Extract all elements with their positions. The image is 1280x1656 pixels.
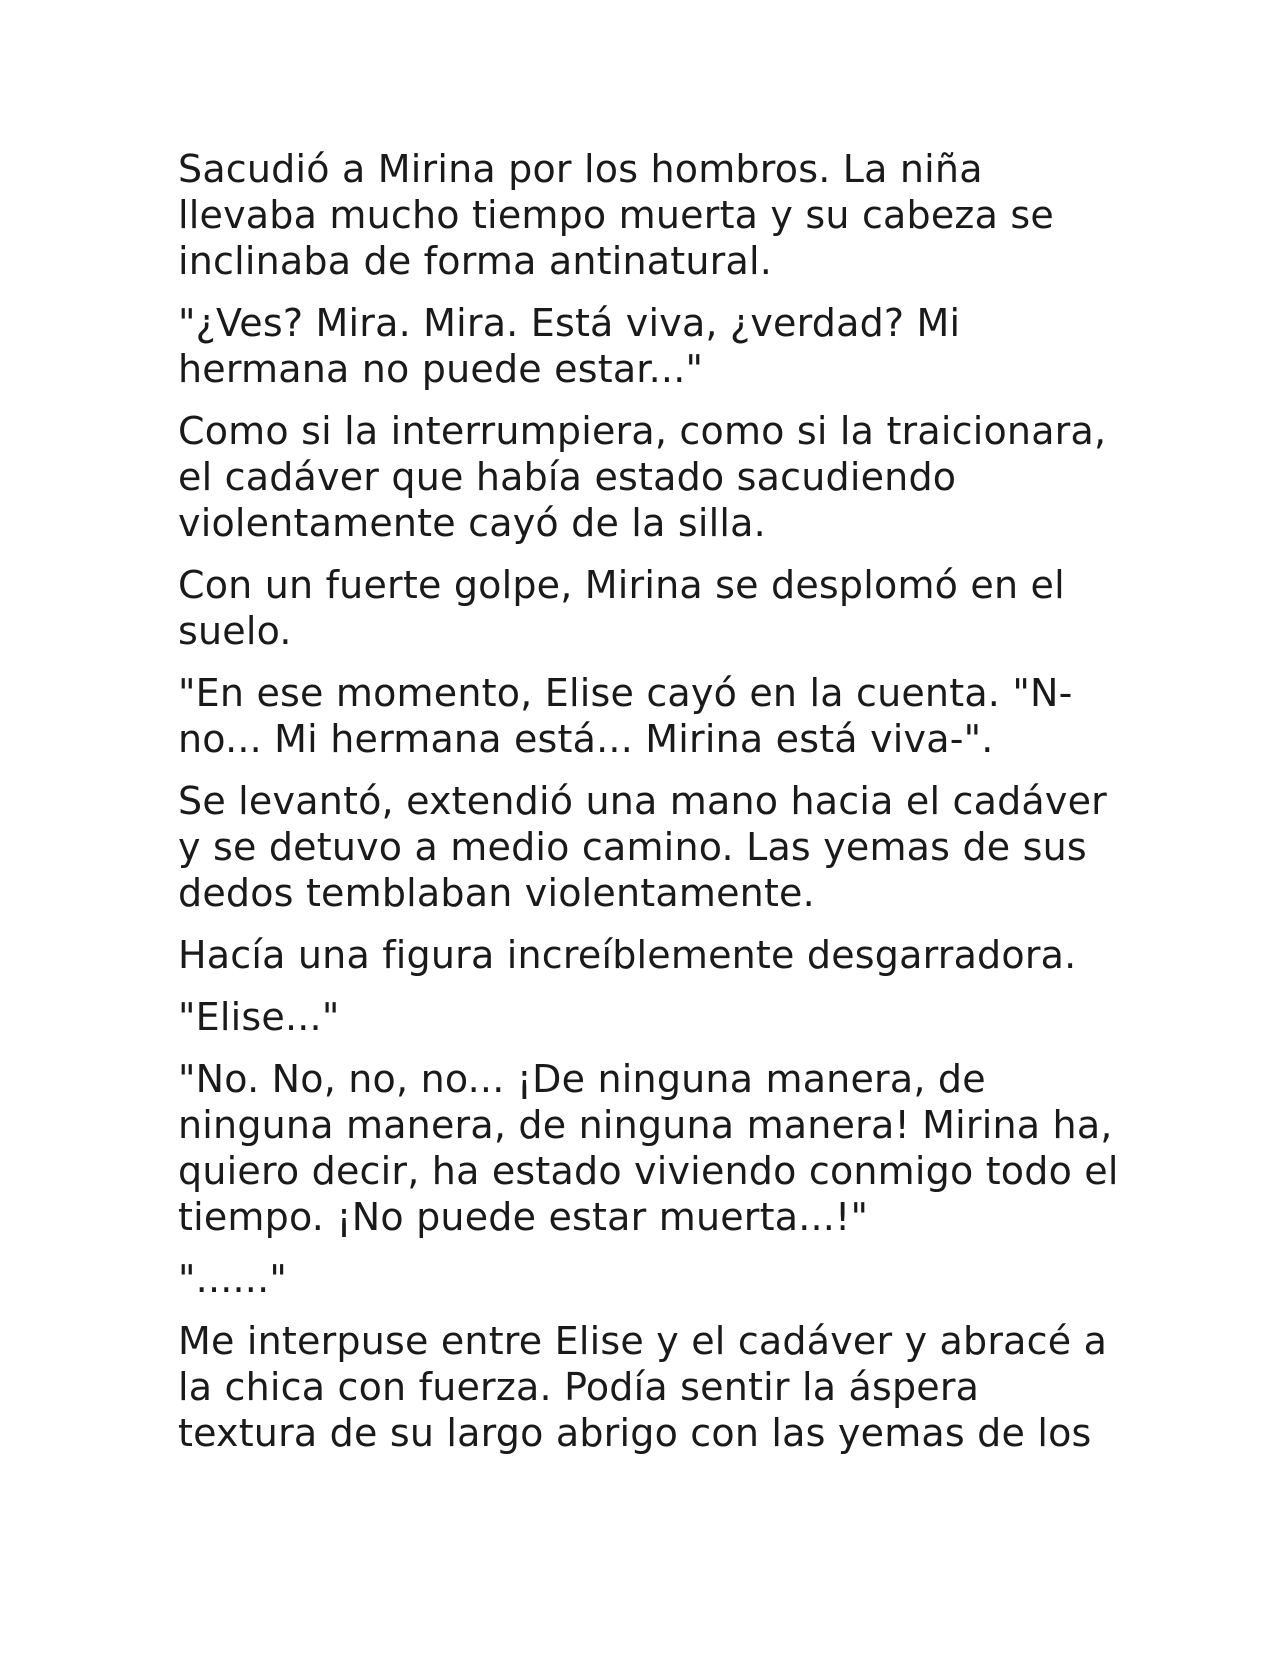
text-line: "......" — [178, 1257, 288, 1301]
paragraph-9 — [178, 1056, 1119, 1240]
text-line: no... Mi hermana está... Mirina está viva-". — [178, 717, 994, 761]
paragraph-5 — [178, 670, 1108, 762]
paragraph-4 — [178, 562, 1108, 654]
text-line: tiempo. ¡No puede estar muerta...!" — [178, 1195, 869, 1239]
paragraph-7 — [178, 932, 1108, 978]
paragraph-6 — [178, 778, 1108, 916]
text-line: textura de su largo abrigo con las yemas de los — [178, 1411, 1092, 1455]
text-line: Como si la interrumpiera, como si la traicionara, — [178, 409, 1107, 453]
text-line: quiero decir, ha estado viviendo conmigo todo el — [178, 1149, 1119, 1193]
paragraph-11 — [178, 1318, 1108, 1456]
paragraph-8 — [178, 994, 1108, 1040]
text-line: y se detuvo a medio camino. Las yemas de sus — [178, 825, 1087, 869]
text-line: "¿Ves? Mira. Mira. Está viva, ¿verdad? Mi — [178, 301, 961, 345]
text-line: suelo. — [178, 609, 292, 653]
text-line: dedos temblaban violentamente. — [178, 871, 815, 915]
text-line: "Elise..." — [178, 995, 340, 1039]
text-line: inclinaba de forma antinatural. — [178, 239, 772, 283]
paragraph-2 — [178, 300, 1108, 392]
text-line: "No. No, no, no... ¡De ninguna manera, de — [178, 1057, 986, 1101]
text-line: hermana no puede estar..." — [178, 347, 704, 391]
text-line: Hacía una figura increíblemente desgarradora. — [178, 933, 1077, 977]
text-line: Se levantó, extendió una mano hacia el cadáver — [178, 779, 1107, 823]
text-line: violentamente cayó de la silla. — [178, 501, 766, 545]
text-line: ninguna manera, de ninguna manera! Mirina ha, — [178, 1103, 1113, 1147]
text-line: Con un fuerte golpe, Mirina se desplomó en el — [178, 563, 1065, 607]
text-line: Sacudió a Mirina por los hombros. La niña — [178, 147, 983, 191]
text-line: la chica con fuerza. Podía sentir la áspera — [178, 1365, 980, 1409]
paragraph-10 — [178, 1256, 1108, 1302]
document-page — [178, 146, 1119, 1472]
text-line: el cadáver que había estado sacudiendo — [178, 455, 957, 499]
paragraph-3 — [178, 408, 1108, 546]
text-line: llevaba mucho tiempo muerta y su cabeza se — [178, 193, 1054, 237]
paragraph-1 — [178, 146, 1108, 284]
text-line: Me interpuse entre Elise y el cadáver y abracé a — [178, 1319, 1108, 1363]
text-line: "En ese momento, Elise cayó en la cuenta. "N- — [178, 671, 1073, 715]
